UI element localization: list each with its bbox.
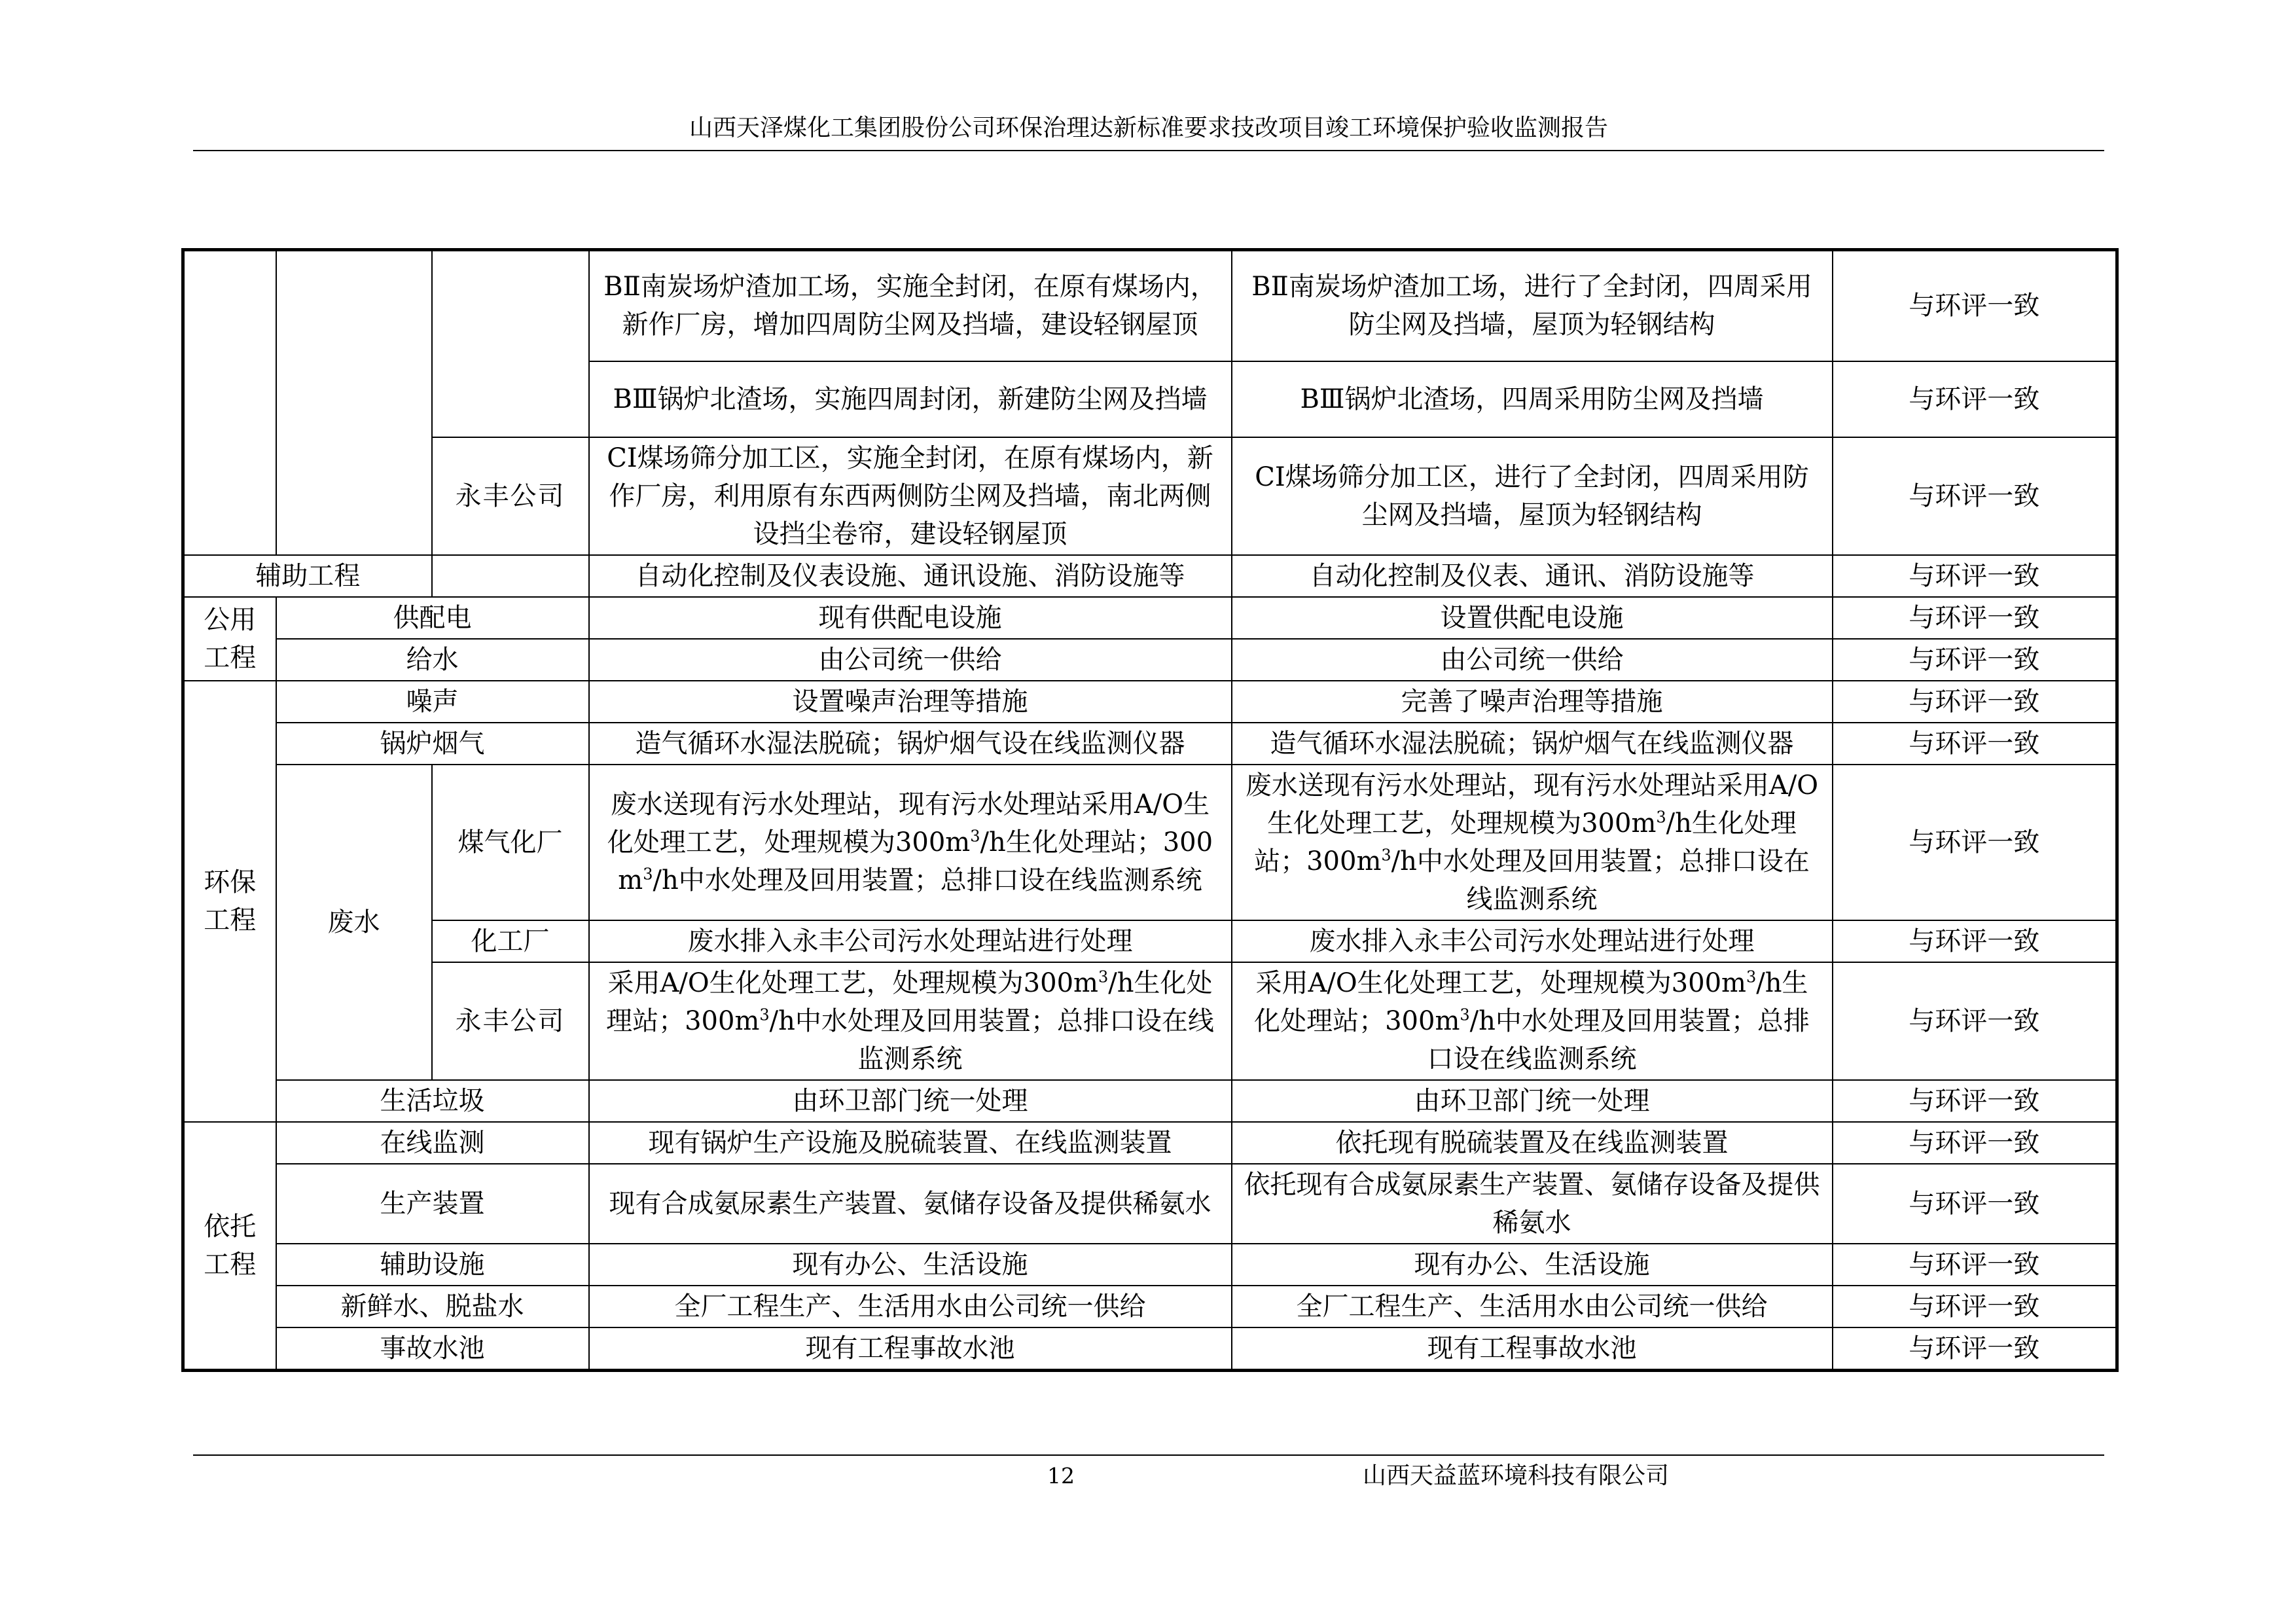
planned-measure: 全厂工程生产、生活用水由公司统一供给 <box>589 1286 1232 1327</box>
actual-measure <box>1232 765 1833 920</box>
actual-measure: 设置供配电设施 <box>1232 597 1833 639</box>
planned-measure: 由环卫部门统一处理 <box>589 1080 1232 1122</box>
actual-measure: 由环卫部门统一处理 <box>1232 1080 1833 1122</box>
item-label: 辅助设施 <box>276 1244 589 1286</box>
table-row <box>183 1327 2117 1371</box>
planned-measure: BⅡ南炭场炉渣加工场，实施全封闭，在原有煤场内，新作厂房，增加四周防尘网及挡墙，建设轻钢屋顶 <box>589 250 1232 361</box>
compliance-result: 与环评一致 <box>1833 1164 2117 1244</box>
item-label: 废水 <box>276 765 432 1080</box>
sub-project-label: 化工厂 <box>432 920 589 962</box>
superscript: 3 <box>1098 967 1109 986</box>
actual-measure: 自动化控制及仪表、通讯、消防设施等 <box>1232 555 1833 597</box>
group-label: 依托工程 <box>183 1122 276 1371</box>
compliance-result: 与环评一致 <box>1833 1122 2117 1164</box>
compliance-result: 与环评一致 <box>1833 920 2117 962</box>
planned-measure: 现有供配电设施 <box>589 597 1232 639</box>
planned-measure: CⅠ煤场筛分加工区，实施全封闭，在原有煤场内，新作厂房，利用原有东西两侧防尘网及挡墙，南北两侧设挡尘卷帘，建设轻钢屋顶 <box>589 437 1232 555</box>
text-segment: 采用A/O生化处理工艺，处理规模为300m <box>607 967 1098 998</box>
compliance-result: 与环评一致 <box>1833 723 2117 765</box>
actual-measure: 废水排入永丰公司污水处理站进行处理 <box>1232 920 1833 962</box>
superscript: 3 <box>1656 808 1666 827</box>
text-segment: 废水送现有污水处理站，现有污水处理站采用A/O生化处理工艺，处理规模为300m <box>1245 770 1819 839</box>
table-row <box>183 1122 2117 1164</box>
table-row <box>183 962 2117 1080</box>
planned-measure: BⅢ锅炉北渣场，实施四周封闭，新建防尘网及挡墙 <box>589 361 1232 437</box>
compliance-result: 与环评一致 <box>1833 962 2117 1080</box>
actual-measure: BⅢ锅炉北渣场，四周采用防尘网及挡墙 <box>1232 361 1833 437</box>
item-label: 生活垃圾 <box>276 1080 589 1122</box>
text-segment: /h中水处理及回用装置；总排口设在线监测系统 <box>1391 846 1810 914</box>
footer-rule <box>193 1454 2104 1456</box>
table-row <box>183 639 2117 681</box>
compliance-result: 与环评一致 <box>1833 250 2117 361</box>
text-segment: /h生化处理站；300m <box>618 827 1213 895</box>
sub-cell-blank <box>432 250 589 437</box>
text-segment: /h生化处理站；300m <box>1254 967 1808 1036</box>
item-label: 辅助工程 <box>183 555 432 597</box>
sub-cell-blank <box>432 555 589 597</box>
table-row <box>183 1244 2117 1286</box>
item-cell-main <box>276 250 432 555</box>
actual-measure: 现有工程事故水池 <box>1232 1327 1833 1371</box>
actual-measure: 依托现有脱硫装置及在线监测装置 <box>1232 1122 1833 1164</box>
planned-measure <box>589 765 1232 920</box>
sub-project-label: 煤气化厂 <box>432 765 589 920</box>
item-label: 噪声 <box>276 681 589 723</box>
group-label: 环保工程 <box>183 681 276 1122</box>
company-name: 山西天益蓝环境科技有限公司 <box>1363 1462 1670 1489</box>
compliance-result: 与环评一致 <box>1833 597 2117 639</box>
table-row <box>183 1286 2117 1327</box>
compliance-result: 与环评一致 <box>1833 1080 2117 1122</box>
text-segment: 废水送现有污水处理站，现有污水处理站采用A/O生化处理工艺，处理规模为300m <box>607 789 1210 857</box>
compliance-result: 与环评一致 <box>1833 437 2117 555</box>
project-comparison-table <box>181 248 2119 1372</box>
compliance-result: 与环评一致 <box>1833 1286 2117 1327</box>
planned-measure: 造气循环水湿法脱硫；锅炉烟气设在线监测仪器 <box>589 723 1232 765</box>
planned-measure <box>589 962 1232 1080</box>
superscript: 3 <box>1460 1005 1470 1024</box>
item-label: 给水 <box>276 639 589 681</box>
item-label: 事故水池 <box>276 1327 589 1371</box>
text-segment: /h生化处理站；300m <box>1254 808 1797 876</box>
table-row <box>183 555 2117 597</box>
actual-measure <box>1232 962 1833 1080</box>
item-label: 锅炉烟气 <box>276 723 589 765</box>
actual-measure: 现有办公、生活设施 <box>1232 1244 1833 1286</box>
table-row <box>183 920 2117 962</box>
text-segment: /h生化处理站；300m <box>606 967 1213 1036</box>
text-segment: 采用A/O生化处理工艺，处理规模为300m <box>1255 967 1746 998</box>
header-rule <box>193 150 2104 151</box>
planned-measure: 现有工程事故水池 <box>589 1327 1232 1371</box>
compliance-result: 与环评一致 <box>1833 361 2117 437</box>
actual-measure: 造气循环水湿法脱硫；锅炉烟气在线监测仪器 <box>1232 723 1833 765</box>
group-label: 公用工程 <box>183 597 276 681</box>
planned-measure: 自动化控制及仪表设施、通讯设施、消防设施等 <box>589 555 1232 597</box>
table-row <box>183 437 2117 555</box>
text-segment: /h中水处理及回用装置；总排口设在线监测系统 <box>1427 1005 1810 1074</box>
planned-measure: 由公司统一供给 <box>589 639 1232 681</box>
item-label: 供配电 <box>276 597 589 639</box>
page-number: 12 <box>1047 1463 1075 1489</box>
compliance-result: 与环评一致 <box>1833 639 2117 681</box>
text-segment: /h中水处理及回用装置；总排口设在线监测系统 <box>653 865 1202 895</box>
compliance-result: 与环评一致 <box>1833 1244 2117 1286</box>
table-row <box>183 765 2117 920</box>
table-row <box>183 1080 2117 1122</box>
superscript: 3 <box>970 827 980 846</box>
group-cell-main <box>183 250 276 555</box>
table-row <box>183 723 2117 765</box>
table-row <box>183 1164 2117 1244</box>
text-segment: /h中水处理及回用装置；总排口设在线监测系统 <box>769 1005 1214 1074</box>
actual-measure: BⅡ南炭场炉渣加工场，进行了全封闭，四周采用防尘网及挡墙，屋顶为轻钢结构 <box>1232 250 1833 361</box>
actual-measure: CⅠ煤场筛分加工区，进行了全封闭，四周采用防尘网及挡墙，屋顶为轻钢结构 <box>1232 437 1833 555</box>
actual-measure: 依托现有合成氨尿素生产装置、氨储存设备及提供稀氨水 <box>1232 1164 1833 1244</box>
actual-measure: 全厂工程生产、生活用水由公司统一供给 <box>1232 1286 1833 1327</box>
planned-measure: 现有办公、生活设施 <box>589 1244 1232 1286</box>
report-title: 山西天泽煤化工集团股份公司环保治理达新标准要求技改项目竣工环境保护验收监测报告 <box>689 115 1608 141</box>
sub-project-label: 永丰公司 <box>432 437 589 555</box>
superscript: 3 <box>643 865 653 884</box>
planned-measure: 现有合成氨尿素生产装置、氨储存设备及提供稀氨水 <box>589 1164 1232 1244</box>
table-row <box>183 681 2117 723</box>
compliance-result: 与环评一致 <box>1833 1327 2117 1371</box>
table-row <box>183 597 2117 639</box>
planned-measure: 废水排入永丰公司污水处理站进行处理 <box>589 920 1232 962</box>
actual-measure: 完善了噪声治理等措施 <box>1232 681 1833 723</box>
compliance-result: 与环评一致 <box>1833 681 2117 723</box>
superscript: 3 <box>759 1005 770 1024</box>
item-label: 在线监测 <box>276 1122 589 1164</box>
superscript: 3 <box>1746 967 1757 986</box>
compliance-result: 与环评一致 <box>1833 555 2117 597</box>
superscript: 3 <box>1381 846 1391 865</box>
sub-project-label: 永丰公司 <box>432 962 589 1080</box>
compliance-result: 与环评一致 <box>1833 765 2117 920</box>
planned-measure: 现有锅炉生产设施及脱硫装置、在线监测装置 <box>589 1122 1232 1164</box>
actual-measure: 由公司统一供给 <box>1232 639 1833 681</box>
planned-measure: 设置噪声治理等措施 <box>589 681 1232 723</box>
item-label: 新鲜水、脱盐水 <box>276 1286 589 1327</box>
table-row <box>183 250 2117 361</box>
item-label: 生产装置 <box>276 1164 589 1244</box>
